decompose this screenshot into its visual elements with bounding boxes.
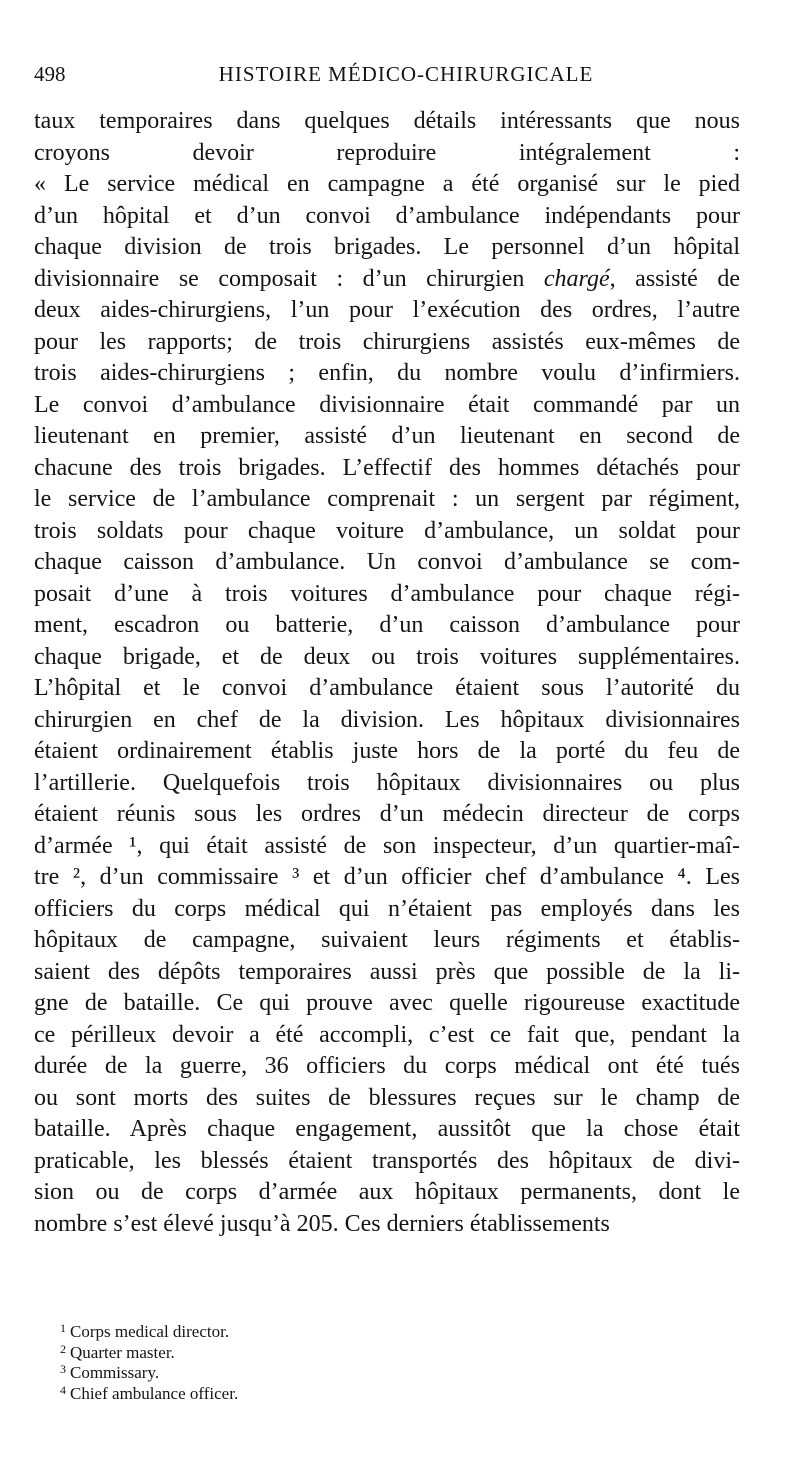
text-line: tre ², d’un commissaire ³ et d’un officier chef d’ambulance ⁴. Les xyxy=(34,864,740,890)
text-line: chaque brigade, et de deux ou trois voitures supplémentaires. xyxy=(34,643,740,670)
text-line: croyons devoir reproduire intégralement : xyxy=(34,139,740,166)
text-line: sion ou de corps d’armée aux hôpitaux permanents, dont le xyxy=(34,1179,740,1205)
footnote-mark: 3 xyxy=(60,1362,66,1376)
page-number: 498 xyxy=(34,62,66,86)
text-line: « Le service médical en campagne a été organisé sur le pied xyxy=(34,171,740,197)
text-line: pour les rapports; de trois chirurgiens assistés eux-mêmes de xyxy=(34,328,740,355)
text-line: étaient ordinairement établis juste hors de la porté du feu de xyxy=(34,738,740,764)
text-line: L’hôpital et le convoi d’ambulance étaient sous l’autorité du xyxy=(34,675,740,701)
text-line: trois soldats pour chaque voiture d’ambulance, un soldat pour xyxy=(34,517,740,544)
footnote-text: Corps medical director. xyxy=(70,1322,230,1341)
text-line: chirurgien en chef de la division. Les hôpitaux divisionnaires xyxy=(34,706,740,733)
footnote xyxy=(60,1318,560,1339)
text-line: durée de la guerre, 36 officiers du corps médical ont été tués xyxy=(34,1053,740,1079)
text-line: chacune des trois brigades. L’effectif des hommes détachés pour xyxy=(34,454,740,481)
footnote xyxy=(60,1339,560,1360)
text-line: ce périlleux devoir a été accompli, c’est ce fait que, pendant la xyxy=(34,1021,740,1048)
running-title: HISTOIRE MÉDICO-CHIRURGICALE xyxy=(218,62,594,86)
text-line: étaient réunis sous les ordres d’un médecin directeur de corps xyxy=(34,801,740,827)
footnotes xyxy=(60,1318,560,1403)
body-text xyxy=(34,106,740,1240)
text-line: d’armée ¹, qui était assisté de son inspecteur, d’un quartier-maî- xyxy=(34,832,740,859)
text-line: bataille. Après chaque engagement, aussitôt que la chose était xyxy=(34,1116,740,1142)
footnote-text: Chief ambulance officer. xyxy=(70,1383,239,1403)
text-line: l’artillerie. Quelquefois trois hôpitaux divisionnaires ou plus xyxy=(34,769,740,796)
text-line: le service de l’ambulance comprenait : un sergent par régiment, xyxy=(34,486,740,512)
text-line: d’un hôpital et d’un convoi d’ambulance indépendants pour xyxy=(34,202,740,229)
footnote xyxy=(60,1359,560,1380)
page-header xyxy=(34,62,758,92)
text-line: saient des dépôts temporaires aussi près que possible de la li- xyxy=(34,958,740,985)
text-line: lieutenant en premier, assisté d’un lieutenant en second de xyxy=(34,423,740,449)
text-line: nombre s’est élevé jusqu’à 205. Ces derniers établissements xyxy=(34,1210,610,1237)
text-line: officiers du corps médical qui n’étaient pas employés dans les xyxy=(34,895,740,922)
footnote-mark: 2 xyxy=(60,1341,66,1356)
text-line: chaque division de trois brigades. Le personnel d’un hôpital xyxy=(34,234,740,260)
footnote-mark: 4 xyxy=(60,1382,66,1397)
footnote-text: Commissary. xyxy=(70,1363,160,1382)
text-line: trois aides-chirurgiens ; enfin, du nombre voulu d’infirmiers. xyxy=(34,360,740,386)
text-line: deux aides-chirurgiens, l’un pour l’exécution des ordres, l’autre xyxy=(34,297,740,323)
footnote-text: Quarter master. xyxy=(70,1342,175,1362)
text-line: ou sont morts des suites de blessures reçues sur le champ de xyxy=(34,1084,740,1111)
text-line: hôpitaux de campagne, suivaient leurs régiments et établis- xyxy=(34,927,740,953)
footnote xyxy=(60,1380,560,1401)
text-line: chaque caisson d’ambulance. Un convoi d’ambulance se com- xyxy=(34,549,740,575)
text-line: gne de bataille. Ce qui prouve avec quelle rigoureuse exactitude xyxy=(34,990,740,1016)
text-line: taux temporaires dans quelques détails intéressants que nous xyxy=(34,108,740,134)
text-line: Le convoi d’ambulance divisionnaire était commandé par un xyxy=(34,391,740,418)
text-line: ment, escadron ou batterie, d’un caisson d’ambulance pour xyxy=(34,612,740,638)
text-line: praticable, les blessés étaient transportés des hôpitaux de divi- xyxy=(34,1147,740,1174)
footnote-mark: 1 xyxy=(60,1321,66,1335)
text-line: divisionnaire se composait : d’un chirurgien chargé, assisté de xyxy=(34,265,740,292)
text-line: posait d’une à trois voitures d’ambulance pour chaque régi- xyxy=(34,580,740,607)
